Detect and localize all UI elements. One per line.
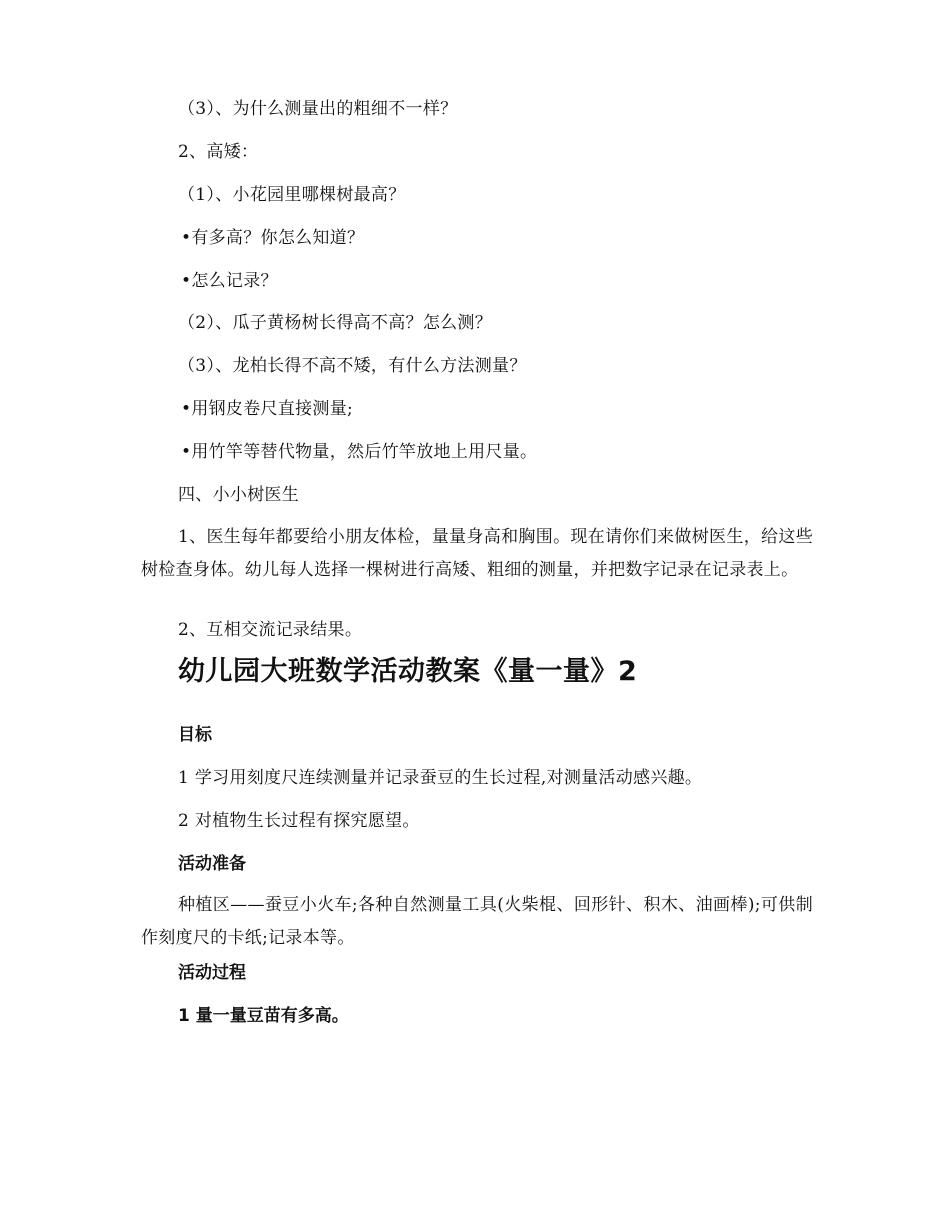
goal-line: 2 对植物生长过程有探究愿望。 (178, 811, 420, 831)
bullet-line: •怎么记录？ (181, 271, 278, 291)
goal-line: 1 学习用刻度尺连续测量并记录蚕豆的生长过程,对测量活动感兴趣。 (178, 768, 703, 788)
question-line: （3）、为什么测量出的粗细不一样？ (178, 99, 458, 119)
question-line: （3）、龙柏长得不高不矮，有什么方法测量？ (178, 356, 527, 376)
bullet-line: •用竹竿等替代物量，然后竹竿放地上用尺量。 (181, 442, 538, 462)
section-item-height: 2、高矮： (178, 142, 259, 162)
body-paragraph: 1、医生每年都要给小朋友体检，量量身高和胸围。现在请你们来做树医生，给这些树检查身体。幼儿每人选择一棵树进行高矮、粗细的测量，并把数字记录在记录表上。 (141, 527, 813, 580)
document-title: 幼儿园大班数学活动教案《量一量》2 (178, 656, 638, 687)
section-heading-tree-doctor: 四、小小树医生 (178, 485, 300, 505)
body-line: 2、互相交流记录结果。 (178, 620, 363, 640)
question-line: （1）、小花园里哪棵树最高？ (178, 185, 406, 205)
bullet-line: •用钢皮卷尺直接测量; (181, 399, 354, 419)
question-line: （2）、瓜子黄杨树长得高不高？怎么测？ (178, 313, 493, 333)
bullet-line: •有多高？你怎么知道？ (181, 228, 365, 248)
heading-goal: 目标 (178, 725, 212, 745)
preparation-paragraph: 种植区——蚕豆小火车;各种自然测量工具(火柴棍、回形针、积木、油画棒);可供制作刻度尺的卡纸;记录本等。 (141, 895, 813, 948)
heading-process: 活动过程 (178, 963, 246, 983)
process-step: 1 量一量豆苗有多高。 (178, 1006, 349, 1026)
heading-preparation: 活动准备 (178, 854, 246, 874)
